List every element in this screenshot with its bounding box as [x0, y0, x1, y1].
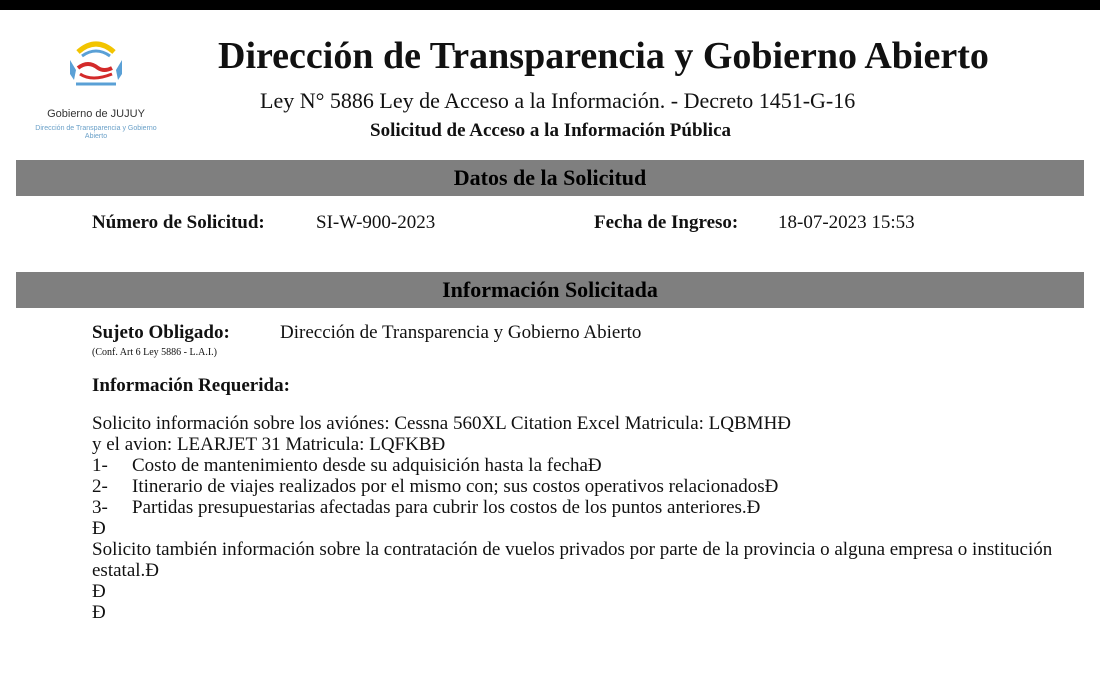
sujeto-value: Dirección de Transparencia y Gobierno Abierto — [280, 322, 642, 343]
requested-information-body — [92, 413, 1082, 623]
list-item-text: Partidas presupuestarias afectadas para cubrir los costos de los puntos anteriores.Đ — [132, 497, 761, 518]
numero-value: SI-W-900-2023 — [316, 212, 436, 233]
list-item — [92, 455, 1082, 476]
requerida-label: Información Requerida: — [92, 375, 290, 396]
sujeto-label: Sujeto Obligado: — [92, 322, 230, 343]
gobierno-jujuy-logo — [26, 30, 166, 150]
list-item-text: Costo de mantenimiento desde su adquisición hasta la fechaĐ — [132, 455, 602, 476]
list-item-number: 2- — [92, 476, 108, 497]
fecha-label: Fecha de Ingreso: — [594, 212, 739, 233]
handshake-logo-icon — [64, 30, 128, 94]
top-border — [0, 0, 1100, 10]
law-subtitle: Ley N° 5886 Ley de Acceso a la Información. - Decreto 1451-G-16 — [260, 88, 856, 113]
list-item-text: Itinerario de viajes realizados por el mismo con; sus costos operativos relacionadosĐ — [132, 476, 779, 497]
logo-subtext: Dirección de Transparencia y Gobierno Abierto — [35, 125, 157, 140]
request-line: Solicito información sobre los aviónes: Cessna 560XL Citation Excel Matricula: LQBMHĐ — [92, 413, 792, 434]
request-paragraph: Solicito también información sobre la contratación de vuelos privados por parte de la provincia o alguna empresa o institución estatal.Đ — [92, 539, 1053, 581]
sujeto-note: (Conf. Art 6 Ley 5886 - L.A.I.) — [92, 347, 217, 358]
page-title: Dirección de Transparencia y Gobierno Abierto — [218, 35, 989, 77]
logo-text: Gobierno de JUJUY — [47, 108, 145, 120]
blank-marker: Đ — [92, 602, 106, 623]
section-heading-informacion: Información Solicitada — [16, 272, 1084, 308]
section-heading-datos: Datos de la Solicitud — [16, 160, 1084, 196]
form-name: Solicitud de Acceso a la Información Pública — [370, 120, 731, 141]
blank-marker: Đ — [92, 581, 106, 602]
request-line: y el avion: LEARJET 31 Matricula: LQFKBĐ — [92, 434, 446, 455]
list-item — [92, 497, 1082, 518]
fecha-value: 18-07-2023 15:53 — [778, 212, 915, 233]
list-item-number: 3- — [92, 497, 108, 518]
numero-label: Número de Solicitud: — [92, 212, 265, 233]
document-page — [0, 10, 1100, 696]
list-item-number: 1- — [92, 455, 108, 476]
blank-marker: Đ — [92, 518, 106, 539]
list-item — [92, 476, 1082, 497]
